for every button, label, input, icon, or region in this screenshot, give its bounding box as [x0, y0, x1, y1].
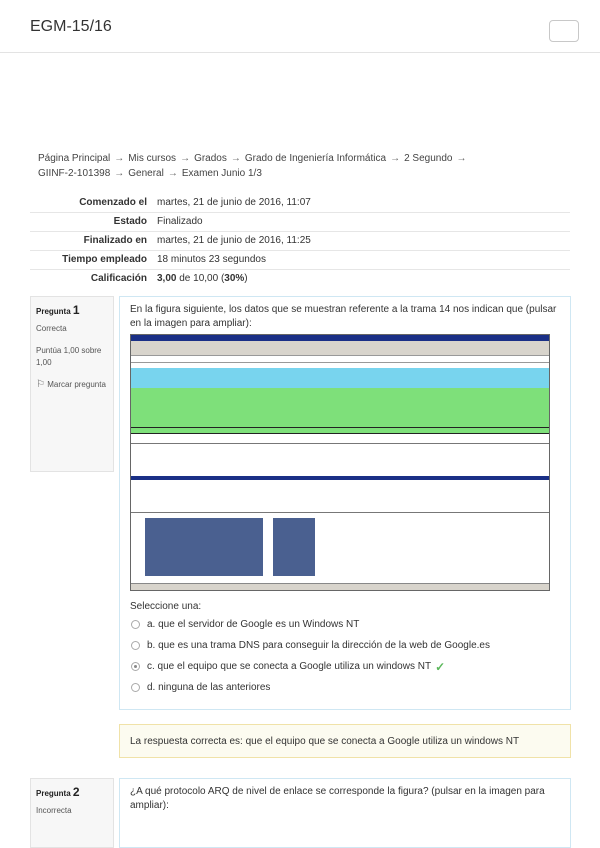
summary-grade: 3,00 de 10,00 (30%): [157, 273, 248, 285]
capture-toolbar: [131, 341, 549, 356]
question-text: ¿A qué protocolo ARQ de nivel de enlace se corresponde la figura? (pulsar en la imagen para ampliar):: [130, 786, 545, 811]
flag-question-link[interactable]: ⚐ Marcar pregunta: [36, 379, 106, 390]
flag-icon: ⚐: [36, 379, 45, 390]
answer-option-d[interactable]: d. ninguna de las anteriores: [120, 677, 570, 698]
summary-row: [30, 250, 570, 269]
capture-filter-bar: [131, 356, 549, 363]
question-2-content: [119, 778, 571, 848]
attempt-summary-table: [30, 193, 570, 288]
answer-option-a[interactable]: a. que el servidor de Google es un Windows NT: [120, 614, 570, 635]
summary-row: [30, 193, 570, 212]
summary-value: 18 minutos 23 segundos: [157, 254, 266, 265]
question-number: Pregunta 2: [36, 785, 80, 799]
packet-list: [131, 363, 549, 443]
hex-bytes-block: [145, 518, 263, 576]
breadcrumb-degree[interactable]: Grado de Ingeniería Informática: [244, 153, 387, 164]
breadcrumb-year[interactable]: 2 Segundo: [404, 153, 453, 164]
radio-button[interactable]: [131, 683, 140, 692]
question-number: Pregunta 1: [36, 303, 80, 317]
summary-label: Tiempo empleado: [62, 254, 147, 265]
question-state: Incorrecta: [36, 806, 72, 815]
summary-row: [30, 231, 570, 250]
breadcrumb-course[interactable]: GIINF-2-101398: [38, 168, 111, 179]
question-2-info: [30, 778, 114, 848]
summary-row: [30, 269, 570, 288]
arrow-icon: →: [180, 153, 191, 164]
breadcrumb-home[interactable]: Página Principal: [38, 153, 111, 164]
arrow-icon: →: [390, 153, 401, 164]
ascii-bytes-block: [273, 518, 315, 576]
arrow-icon: →: [456, 153, 467, 164]
question-state: Correcta: [36, 324, 67, 333]
question-1-content: [119, 296, 571, 710]
summary-value: martes, 21 de junio de 2016, 11:07: [157, 196, 311, 208]
navbar-toggle-button[interactable]: [549, 20, 579, 42]
summary-label: Finalizado en: [83, 235, 147, 246]
wireshark-capture-image[interactable]: [130, 334, 550, 591]
summary-value: Finalizado: [157, 216, 203, 227]
question-grade: Puntúa 1,00 sobre 1,00: [36, 346, 102, 367]
arrow-icon: →: [230, 153, 241, 164]
correct-answer-feedback: La respuesta correcta es: que el equipo que se conecta a Google utiliza un windows NT: [119, 724, 571, 758]
arrow-icon: →: [114, 153, 125, 164]
question-1-info: [30, 296, 114, 472]
correct-check-icon: ✓: [435, 659, 446, 674]
radio-button[interactable]: [131, 620, 140, 629]
summary-label: Comenzado el: [79, 196, 147, 208]
radio-button-selected[interactable]: [131, 662, 140, 671]
site-title[interactable]: EGM-15/16: [30, 18, 112, 35]
top-navbar: [0, 0, 600, 53]
selected-detail-row: [131, 476, 549, 480]
arrow-icon: →: [114, 168, 125, 179]
answer-option-c[interactable]: c. que el equipo que se conecta a Google utiliza un windows NT ✓: [120, 656, 570, 677]
breadcrumb-my-courses[interactable]: Mis cursos: [128, 153, 177, 164]
packet-bytes-pane: [131, 512, 549, 591]
question-text: En la figura siguiente, los datos que se muestran referente a la trama 14 nos indican que (pulsar en la imagen para ampliar):: [130, 304, 557, 329]
summary-label: Estado: [113, 216, 147, 227]
radio-button[interactable]: [131, 641, 140, 650]
answer-prompt: Seleccione una:: [130, 601, 202, 612]
summary-label: Calificación: [90, 273, 147, 285]
arrow-icon: →: [167, 168, 178, 179]
summary-row: [30, 212, 570, 231]
answer-option-b[interactable]: b. que es una trama DNS para conseguir la dirección de la web de Google.es: [120, 635, 570, 656]
breadcrumb-quiz[interactable]: Examen Junio 1/3: [181, 168, 262, 179]
capture-status-bar: [131, 583, 549, 590]
breadcrumb-section[interactable]: General: [128, 168, 164, 179]
breadcrumb-degrees[interactable]: Grados: [194, 153, 227, 164]
breadcrumb: [38, 151, 538, 181]
packet-detail-pane: [131, 443, 549, 512]
summary-value: martes, 21 de junio de 2016, 11:25: [157, 235, 311, 246]
